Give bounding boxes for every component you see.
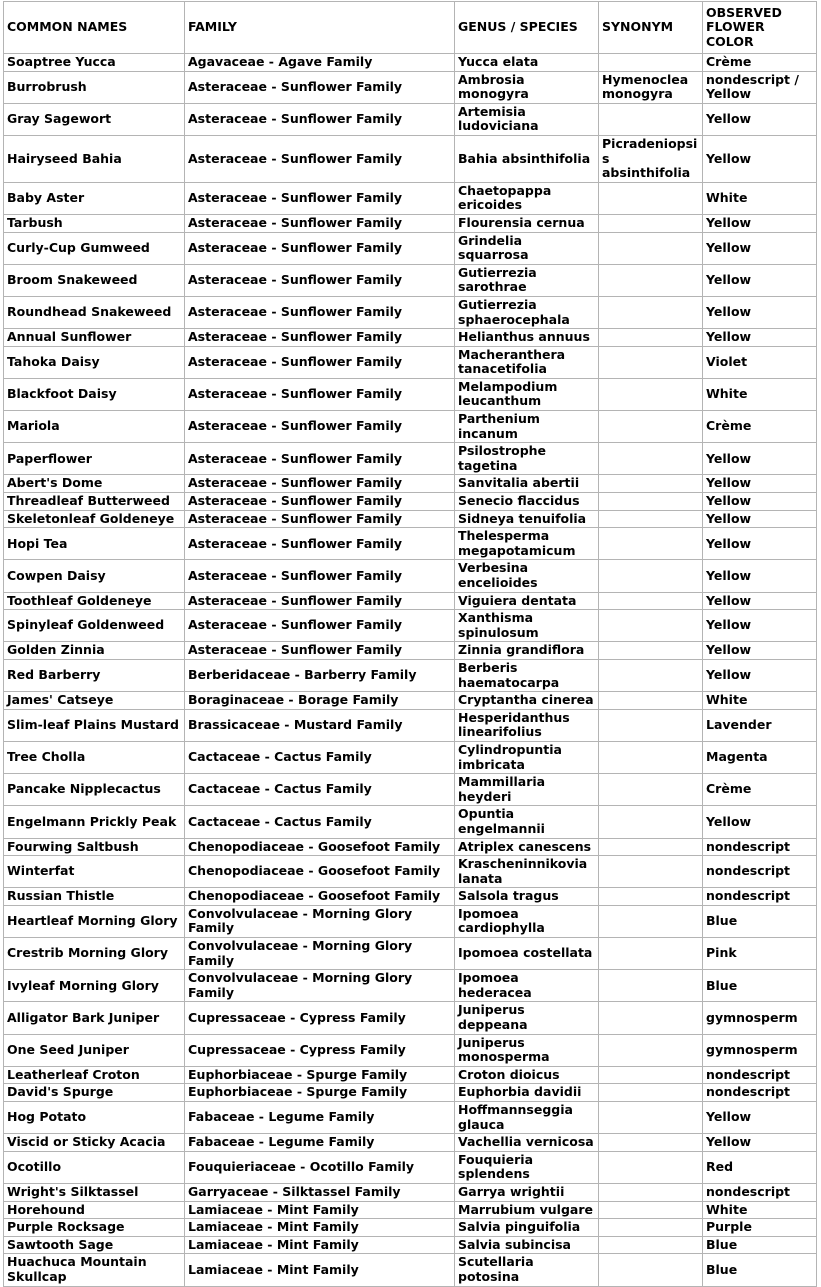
common-name-cell: Annual Sunflower xyxy=(4,329,185,347)
table-row xyxy=(4,329,817,347)
common-name-cell: Viscid or Sticky Acacia xyxy=(4,1134,185,1152)
common-name-cell: Crestrib Morning Glory xyxy=(4,938,185,970)
family-cell: Brassicaceae - Mustard Family xyxy=(185,709,455,741)
table-row xyxy=(4,528,817,560)
table-row xyxy=(4,905,817,937)
family-cell: Fouquieriaceae - Ocotillo Family xyxy=(185,1151,455,1183)
flower-color-cell: Yellow xyxy=(703,560,817,592)
genus-species-cell: Parthenium incanum xyxy=(455,411,599,443)
genus-species-cell: Sidneya tenuifolia xyxy=(455,510,599,528)
family-cell: Asteraceae - Sunflower Family xyxy=(185,232,455,264)
synonym-cell xyxy=(599,1236,703,1254)
common-name-cell: Burrobrush xyxy=(4,71,185,103)
flower-color-cell: Red xyxy=(703,1151,817,1183)
header-genus-species: GENUS / SPECIES xyxy=(455,2,599,54)
synonym-cell xyxy=(599,1219,703,1237)
header-flower-color: OBSERVED FLOWER COLOR xyxy=(703,2,817,54)
table-row xyxy=(4,54,817,72)
genus-species-cell: Melampodium leucanthum xyxy=(455,378,599,410)
common-name-cell: Mariola xyxy=(4,411,185,443)
flower-color-cell: Yellow xyxy=(703,659,817,691)
flower-color-cell: Violet xyxy=(703,346,817,378)
table-row xyxy=(4,475,817,493)
flower-color-cell: Yellow xyxy=(703,214,817,232)
common-name-cell: Soaptree Yucca xyxy=(4,54,185,72)
common-name-cell: Slim-leaf Plains Mustard xyxy=(4,709,185,741)
genus-species-cell: Ipomoea hederacea xyxy=(455,970,599,1002)
table-row xyxy=(4,741,817,773)
synonym-cell xyxy=(599,443,703,475)
synonym-cell xyxy=(599,296,703,328)
genus-species-cell: Garrya wrightii xyxy=(455,1183,599,1201)
synonym-cell xyxy=(599,54,703,72)
genus-species-cell: Zinnia grandiflora xyxy=(455,642,599,660)
table-row xyxy=(4,264,817,296)
common-name-cell: One Seed Juniper xyxy=(4,1034,185,1066)
family-cell: Asteraceae - Sunflower Family xyxy=(185,510,455,528)
family-cell: Asteraceae - Sunflower Family xyxy=(185,264,455,296)
common-name-cell: Heartleaf Morning Glory xyxy=(4,905,185,937)
table-row xyxy=(4,806,817,838)
flower-color-cell: gymnosperm xyxy=(703,1034,817,1066)
table-row xyxy=(4,709,817,741)
flower-color-cell: White xyxy=(703,1201,817,1219)
synonym-cell xyxy=(599,659,703,691)
flower-color-cell: White xyxy=(703,692,817,710)
family-cell: Asteraceae - Sunflower Family xyxy=(185,296,455,328)
family-cell: Asteraceae - Sunflower Family xyxy=(185,71,455,103)
family-cell: Asteraceae - Sunflower Family xyxy=(185,214,455,232)
common-name-cell: Abert's Dome xyxy=(4,475,185,493)
family-cell: Convolvulaceae - Morning Glory Family xyxy=(185,938,455,970)
family-cell: Convolvulaceae - Morning Glory Family xyxy=(185,905,455,937)
synonym-cell xyxy=(599,214,703,232)
common-name-cell: David's Spurge xyxy=(4,1084,185,1102)
flower-color-cell: Crème xyxy=(703,411,817,443)
synonym-cell xyxy=(599,182,703,214)
genus-species-cell: Salsola tragus xyxy=(455,888,599,906)
flower-color-cell: Yellow xyxy=(703,1102,817,1134)
genus-species-cell: Ipomoea costellata xyxy=(455,938,599,970)
common-name-cell: Cowpen Daisy xyxy=(4,560,185,592)
genus-species-cell: Thelesperma megapotamicum xyxy=(455,528,599,560)
genus-species-cell: Krascheninnikovia lanata xyxy=(455,856,599,888)
table-row xyxy=(4,411,817,443)
family-cell: Lamiaceae - Mint Family xyxy=(185,1201,455,1219)
common-name-cell: Fourwing Saltbush xyxy=(4,838,185,856)
table-row xyxy=(4,1084,817,1102)
synonym-cell xyxy=(599,1201,703,1219)
family-cell: Cactaceae - Cactus Family xyxy=(185,774,455,806)
table-row xyxy=(4,1254,817,1286)
family-cell: Lamiaceae - Mint Family xyxy=(185,1219,455,1237)
common-name-cell: Gray Sagewort xyxy=(4,103,185,135)
synonym-cell xyxy=(599,888,703,906)
table-row xyxy=(4,838,817,856)
synonym-cell xyxy=(599,642,703,660)
synonym-cell xyxy=(599,905,703,937)
synonym-cell xyxy=(599,528,703,560)
table-row xyxy=(4,1151,817,1183)
synonym-cell xyxy=(599,1254,703,1286)
family-cell: Chenopodiaceae - Goosefoot Family xyxy=(185,838,455,856)
family-cell: Asteraceae - Sunflower Family xyxy=(185,135,455,182)
flower-color-cell: nondescript xyxy=(703,1183,817,1201)
family-cell: Cactaceae - Cactus Family xyxy=(185,806,455,838)
header-row xyxy=(4,2,817,54)
genus-species-cell: Hesperidanthus linearifolius xyxy=(455,709,599,741)
synonym-cell xyxy=(599,1002,703,1034)
table-row xyxy=(4,1102,817,1134)
flower-color-cell: Magenta xyxy=(703,741,817,773)
synonym-cell xyxy=(599,510,703,528)
genus-species-cell: Hoffmannseggia glauca xyxy=(455,1102,599,1134)
common-name-cell: Winterfat xyxy=(4,856,185,888)
synonym-cell: Hymenoclea monogyra xyxy=(599,71,703,103)
synonym-cell xyxy=(599,475,703,493)
table-row xyxy=(4,1134,817,1152)
table-row xyxy=(4,692,817,710)
synonym-cell xyxy=(599,709,703,741)
table-row xyxy=(4,610,817,642)
common-name-cell: Tarbush xyxy=(4,214,185,232)
flower-color-cell: Yellow xyxy=(703,232,817,264)
common-name-cell: Sawtooth Sage xyxy=(4,1236,185,1254)
family-cell: Chenopodiaceae - Goosefoot Family xyxy=(185,856,455,888)
common-name-cell: Ivyleaf Morning Glory xyxy=(4,970,185,1002)
genus-species-cell: Cryptantha cinerea xyxy=(455,692,599,710)
genus-species-cell: Salvia subincisa xyxy=(455,1236,599,1254)
table-row xyxy=(4,1066,817,1084)
common-name-cell: Wright's Silktassel xyxy=(4,1183,185,1201)
flower-color-cell: nondescript xyxy=(703,1084,817,1102)
genus-species-cell: Ipomoea cardiophylla xyxy=(455,905,599,937)
table-row xyxy=(4,938,817,970)
synonym-cell xyxy=(599,103,703,135)
genus-species-cell: Salvia pinguifolia xyxy=(455,1219,599,1237)
flower-color-cell: Lavender xyxy=(703,709,817,741)
flower-color-cell: Blue xyxy=(703,970,817,1002)
family-cell: Euphorbiaceae - Spurge Family xyxy=(185,1066,455,1084)
common-name-cell: Huachuca Mountain Skullcap xyxy=(4,1254,185,1286)
table-row xyxy=(4,378,817,410)
family-cell: Asteraceae - Sunflower Family xyxy=(185,182,455,214)
family-cell: Agavaceae - Agave Family xyxy=(185,54,455,72)
synonym-cell xyxy=(599,1066,703,1084)
family-cell: Asteraceae - Sunflower Family xyxy=(185,560,455,592)
family-cell: Asteraceae - Sunflower Family xyxy=(185,103,455,135)
flower-color-cell: Purple xyxy=(703,1219,817,1237)
genus-species-cell: Scutellaria potosina xyxy=(455,1254,599,1286)
common-name-cell: Threadleaf Butterweed xyxy=(4,493,185,511)
flower-color-cell: Yellow xyxy=(703,806,817,838)
flower-color-cell: Yellow xyxy=(703,103,817,135)
family-cell: Fabaceae - Legume Family xyxy=(185,1102,455,1134)
common-name-cell: Horehound xyxy=(4,1201,185,1219)
table-row xyxy=(4,135,817,182)
flower-color-cell: Yellow xyxy=(703,510,817,528)
common-name-cell: Ocotillo xyxy=(4,1151,185,1183)
family-cell: Lamiaceae - Mint Family xyxy=(185,1254,455,1286)
flower-color-cell: nondescript xyxy=(703,856,817,888)
table-row xyxy=(4,1219,817,1237)
common-name-cell: Russian Thistle xyxy=(4,888,185,906)
synonym-cell xyxy=(599,741,703,773)
table-row xyxy=(4,214,817,232)
genus-species-cell: Gutierrezia sphaerocephala xyxy=(455,296,599,328)
synonym-cell xyxy=(599,938,703,970)
family-cell: Boraginaceae - Borage Family xyxy=(185,692,455,710)
synonym-cell xyxy=(599,560,703,592)
family-cell: Asteraceae - Sunflower Family xyxy=(185,475,455,493)
genus-species-cell: Cylindropuntia imbricata xyxy=(455,741,599,773)
table-row xyxy=(4,856,817,888)
flower-color-cell: White xyxy=(703,182,817,214)
common-name-cell: Red Barberry xyxy=(4,659,185,691)
family-cell: Garryaceae - Silktassel Family xyxy=(185,1183,455,1201)
family-cell: Cupressaceae - Cypress Family xyxy=(185,1002,455,1034)
synonym-cell: Picradeniopsis absinthifolia xyxy=(599,135,703,182)
table-row xyxy=(4,493,817,511)
flower-color-cell: Pink xyxy=(703,938,817,970)
family-cell: Asteraceae - Sunflower Family xyxy=(185,378,455,410)
flower-color-cell: Yellow xyxy=(703,443,817,475)
common-name-cell: Tahoka Daisy xyxy=(4,346,185,378)
family-cell: Fabaceae - Legume Family xyxy=(185,1134,455,1152)
synonym-cell xyxy=(599,692,703,710)
genus-species-cell: Bahia absinthifolia xyxy=(455,135,599,182)
common-name-cell: Tree Cholla xyxy=(4,741,185,773)
synonym-cell xyxy=(599,1084,703,1102)
table-row xyxy=(4,71,817,103)
flower-color-cell: Crème xyxy=(703,54,817,72)
family-cell: Asteraceae - Sunflower Family xyxy=(185,346,455,378)
flower-color-cell: Blue xyxy=(703,1236,817,1254)
table-row xyxy=(4,888,817,906)
family-cell: Asteraceae - Sunflower Family xyxy=(185,642,455,660)
flower-color-cell: nondescript xyxy=(703,1066,817,1084)
common-name-cell: Curly-Cup Gumweed xyxy=(4,232,185,264)
family-cell: Asteraceae - Sunflower Family xyxy=(185,610,455,642)
plant-table-container xyxy=(3,1,817,1287)
common-name-cell: Blackfoot Daisy xyxy=(4,378,185,410)
family-cell: Chenopodiaceae - Goosefoot Family xyxy=(185,888,455,906)
synonym-cell xyxy=(599,1183,703,1201)
genus-species-cell: Psilostrophe tagetina xyxy=(455,443,599,475)
synonym-cell xyxy=(599,329,703,347)
common-name-cell: Broom Snakeweed xyxy=(4,264,185,296)
common-name-cell: Spinyleaf Goldenweed xyxy=(4,610,185,642)
synonym-cell xyxy=(599,774,703,806)
common-name-cell: Baby Aster xyxy=(4,182,185,214)
genus-species-cell: Fouquieria splendens xyxy=(455,1151,599,1183)
table-row xyxy=(4,1236,817,1254)
table-row xyxy=(4,659,817,691)
common-name-cell: Pancake Nipplecactus xyxy=(4,774,185,806)
flower-color-cell: White xyxy=(703,378,817,410)
genus-species-cell: Berberis haematocarpa xyxy=(455,659,599,691)
family-cell: Asteraceae - Sunflower Family xyxy=(185,528,455,560)
flower-color-cell: Yellow xyxy=(703,296,817,328)
common-name-cell: James' Catseye xyxy=(4,692,185,710)
genus-species-cell: Grindelia squarrosa xyxy=(455,232,599,264)
table-row xyxy=(4,1201,817,1219)
table-row xyxy=(4,232,817,264)
genus-species-cell: Opuntia engelmannii xyxy=(455,806,599,838)
synonym-cell xyxy=(599,1102,703,1134)
synonym-cell xyxy=(599,1034,703,1066)
synonym-cell xyxy=(599,592,703,610)
genus-species-cell: Euphorbia davidii xyxy=(455,1084,599,1102)
table-row xyxy=(4,1183,817,1201)
table-row xyxy=(4,1034,817,1066)
table-body xyxy=(4,54,817,1287)
family-cell: Convolvulaceae - Morning Glory Family xyxy=(185,970,455,1002)
common-name-cell: Engelmann Prickly Peak xyxy=(4,806,185,838)
genus-species-cell: Juniperus monosperma xyxy=(455,1034,599,1066)
flower-color-cell: nondescript xyxy=(703,888,817,906)
synonym-cell xyxy=(599,838,703,856)
table-row xyxy=(4,642,817,660)
header-common-names: COMMON NAMES xyxy=(4,2,185,54)
common-name-cell: Hopi Tea xyxy=(4,528,185,560)
genus-species-cell: Juniperus deppeana xyxy=(455,1002,599,1034)
plant-species-table xyxy=(3,1,817,1287)
synonym-cell xyxy=(599,1134,703,1152)
flower-color-cell: Yellow xyxy=(703,329,817,347)
family-cell: Cactaceae - Cactus Family xyxy=(185,741,455,773)
flower-color-cell: Blue xyxy=(703,1254,817,1286)
flower-color-cell: Yellow xyxy=(703,475,817,493)
synonym-cell xyxy=(599,411,703,443)
flower-color-cell: nondescript / Yellow xyxy=(703,71,817,103)
common-name-cell: Alligator Bark Juniper xyxy=(4,1002,185,1034)
common-name-cell: Hog Potato xyxy=(4,1102,185,1134)
genus-species-cell: Mammillaria heyderi xyxy=(455,774,599,806)
genus-species-cell: Atriplex canescens xyxy=(455,838,599,856)
table-row xyxy=(4,510,817,528)
flower-color-cell: Yellow xyxy=(703,642,817,660)
common-name-cell: Skeletonleaf Goldeneye xyxy=(4,510,185,528)
family-cell: Asteraceae - Sunflower Family xyxy=(185,329,455,347)
flower-color-cell: Yellow xyxy=(703,1134,817,1152)
common-name-cell: Roundhead Snakeweed xyxy=(4,296,185,328)
table-row xyxy=(4,774,817,806)
common-name-cell: Hairyseed Bahia xyxy=(4,135,185,182)
flower-color-cell: Blue xyxy=(703,905,817,937)
common-name-cell: Paperflower xyxy=(4,443,185,475)
genus-species-cell: Macheranthera tanacetifolia xyxy=(455,346,599,378)
table-row xyxy=(4,182,817,214)
flower-color-cell: Yellow xyxy=(703,135,817,182)
synonym-cell xyxy=(599,1151,703,1183)
synonym-cell xyxy=(599,378,703,410)
family-cell: Euphorbiaceae - Spurge Family xyxy=(185,1084,455,1102)
family-cell: Asteraceae - Sunflower Family xyxy=(185,493,455,511)
genus-species-cell: Flourensia cernua xyxy=(455,214,599,232)
family-cell: Berberidaceae - Barberry Family xyxy=(185,659,455,691)
flower-color-cell: Yellow xyxy=(703,610,817,642)
synonym-cell xyxy=(599,610,703,642)
genus-species-cell: Xanthisma spinulosum xyxy=(455,610,599,642)
family-cell: Cupressaceae - Cypress Family xyxy=(185,1034,455,1066)
table-row xyxy=(4,443,817,475)
genus-species-cell: Ambrosia monogyra xyxy=(455,71,599,103)
header-synonym: SYNONYM xyxy=(599,2,703,54)
flower-color-cell: Crème xyxy=(703,774,817,806)
flower-color-cell: Yellow xyxy=(703,493,817,511)
common-name-cell: Golden Zinnia xyxy=(4,642,185,660)
flower-color-cell: Yellow xyxy=(703,264,817,296)
genus-species-cell: Vachellia vernicosa xyxy=(455,1134,599,1152)
family-cell: Asteraceae - Sunflower Family xyxy=(185,411,455,443)
synonym-cell xyxy=(599,970,703,1002)
table-row xyxy=(4,560,817,592)
genus-species-cell: Marrubium vulgare xyxy=(455,1201,599,1219)
genus-species-cell: Helianthus annuus xyxy=(455,329,599,347)
family-cell: Lamiaceae - Mint Family xyxy=(185,1236,455,1254)
synonym-cell xyxy=(599,346,703,378)
flower-color-cell: gymnosperm xyxy=(703,1002,817,1034)
family-cell: Asteraceae - Sunflower Family xyxy=(185,592,455,610)
flower-color-cell: Yellow xyxy=(703,592,817,610)
common-name-cell: Leatherleaf Croton xyxy=(4,1066,185,1084)
genus-species-cell: Chaetopappa ericoides xyxy=(455,182,599,214)
table-row xyxy=(4,592,817,610)
genus-species-cell: Yucca elata xyxy=(455,54,599,72)
table-row xyxy=(4,1002,817,1034)
genus-species-cell: Gutierrezia sarothrae xyxy=(455,264,599,296)
genus-species-cell: Artemisia ludoviciana xyxy=(455,103,599,135)
table-row xyxy=(4,103,817,135)
synonym-cell xyxy=(599,856,703,888)
genus-species-cell: Sanvitalia abertii xyxy=(455,475,599,493)
synonym-cell xyxy=(599,232,703,264)
flower-color-cell: nondescript xyxy=(703,838,817,856)
common-name-cell: Toothleaf Goldeneye xyxy=(4,592,185,610)
genus-species-cell: Senecio flaccidus xyxy=(455,493,599,511)
genus-species-cell: Croton dioicus xyxy=(455,1066,599,1084)
header-family: FAMILY xyxy=(185,2,455,54)
genus-species-cell: Viguiera dentata xyxy=(455,592,599,610)
synonym-cell xyxy=(599,264,703,296)
synonym-cell xyxy=(599,806,703,838)
table-row xyxy=(4,296,817,328)
synonym-cell xyxy=(599,493,703,511)
flower-color-cell: Yellow xyxy=(703,528,817,560)
table-row xyxy=(4,346,817,378)
genus-species-cell: Verbesina encelioides xyxy=(455,560,599,592)
family-cell: Asteraceae - Sunflower Family xyxy=(185,443,455,475)
table-header xyxy=(4,2,817,54)
common-name-cell: Purple Rocksage xyxy=(4,1219,185,1237)
table-row xyxy=(4,970,817,1002)
